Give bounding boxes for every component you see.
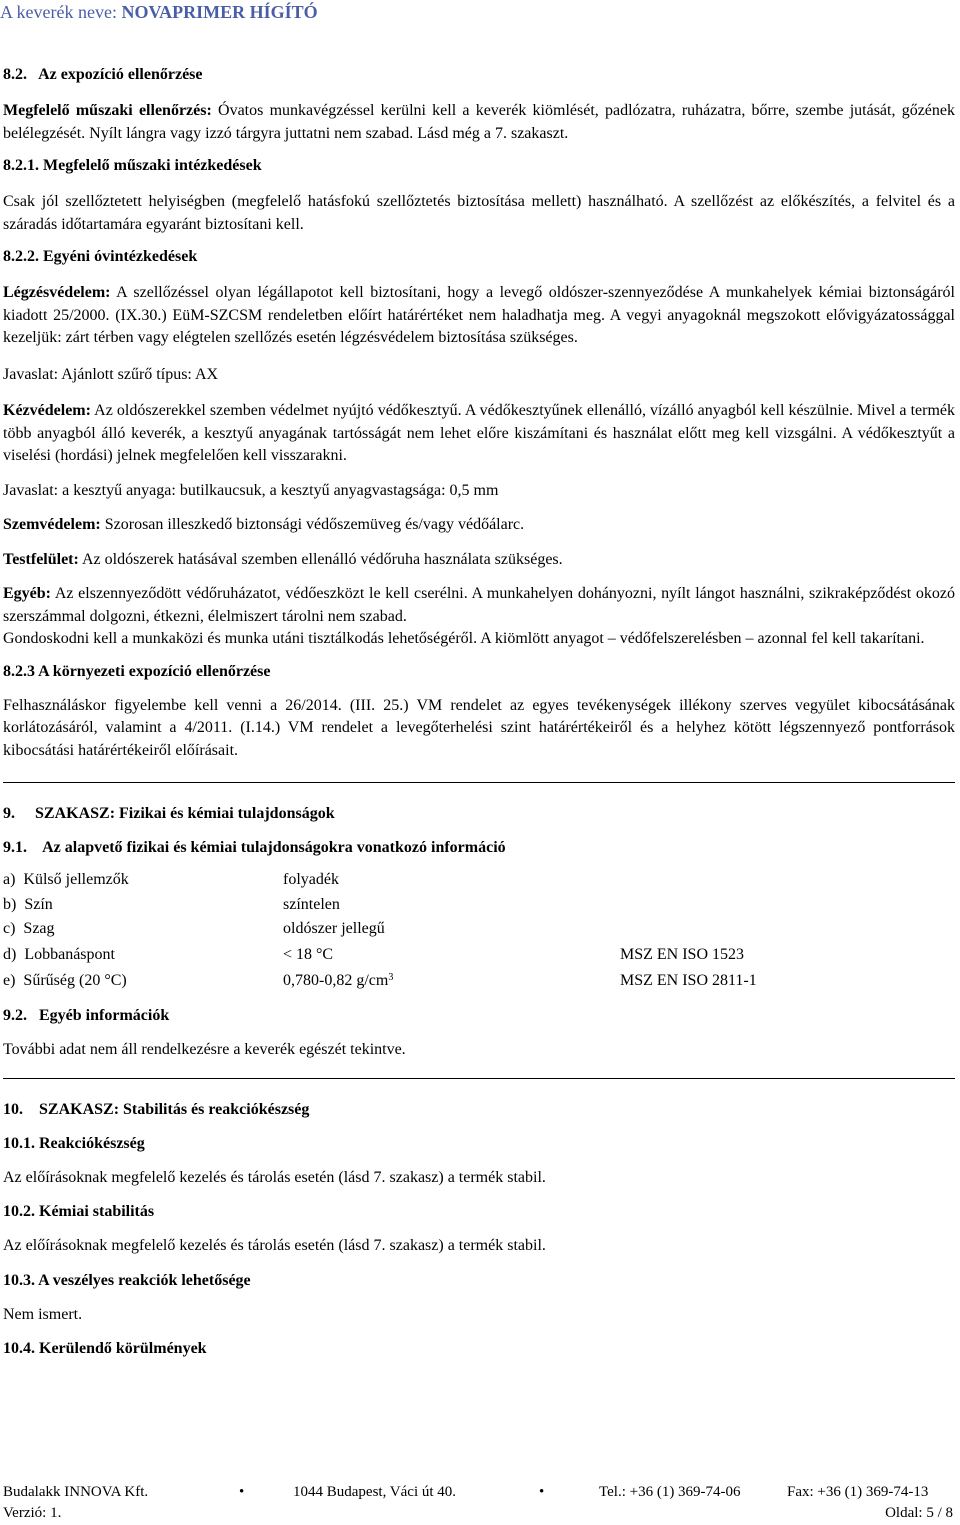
paragraph-text: Óvatos munkavégzéssel kerülni kell a keverék kiömlését, padlózatra, ruházatra, bőrre, szembe jutását, gőzének belélegzését. Nyílt lángra vagy izzó tárgyra juttatni nem szabad. Lásd még a 7. szakaszt.	[3, 102, 956, 142]
label-bold: Szemvédelem:	[3, 516, 101, 533]
other-protection-paragraph-2: Gondoskodni kell a munkaközi és munka utáni tisztálkodás lehetőségéről. A kiömlött anyagot – védőfelszerelésben – azonnal fel kell takarítani.	[3, 630, 925, 647]
paragraph-text: Az oldószerekkel szemben védelmet nyújtó védőkesztyű. A védőkesztyűnek ellenálló, vízálló anyagból kell készülnie. Mivel a termék több anyagból álló keverék, a kesztyű anyagának tartósságát nem lehet előre kiszámítani és használat előtt meg kell vizsgálni. A védőkesztyűt a viselési (hordási) jelnek megfelelően kell visszarakni.	[3, 402, 955, 464]
footer-fax: Fax: +36 (1) 369-74-13	[787, 1484, 929, 1500]
product-name: NOVAPRIMER HÍGÍTÓ	[121, 2, 318, 22]
section-8-2-1-text: Csak jól szellőztetett helyiségben (megfelelő hatásfokú szellőztetés biztosítása mellett) használható. A szellőzést az előkészítés, a felvitel és a száradás időtartamára egyaránt biztosítani kell.	[3, 193, 955, 233]
footer-tel: Tel.: +36 (1) 369-74-06	[599, 1484, 741, 1500]
property-method: MSZ EN ISO 2811-1	[620, 972, 757, 989]
property-key: d) Lobbanáspont	[3, 946, 115, 963]
section-10-3-text: Nem ismert.	[3, 1305, 83, 1323]
property-key: e) Sűrűség (20 °C)	[3, 972, 127, 989]
section-9-title: 9. SZAKASZ: Fizikai és kémiai tulajdonságok	[3, 805, 335, 822]
property-value: folyadék	[283, 871, 339, 888]
section-10-2-text: Az előírásoknak megfelelő kezelés és tárolás esetén (lásd 7. szakasz) a termék stabil.	[3, 1237, 546, 1254]
section-10-title: 10. SZAKASZ: Stabilitás és reakciókészség	[3, 1100, 310, 1118]
section-8-2-1-title: 8.2.1. Megfelelő műszaki intézkedések	[3, 157, 262, 174]
section-10-2-title: 10.2. Kémiai stabilitás	[3, 1203, 155, 1220]
section-8-2-2-title: 8.2.2. Egyéni óvintézkedések	[3, 248, 198, 265]
label-bold: Megfelelő műszaki ellenőrzés:	[3, 102, 212, 119]
property-value: színtelen	[283, 896, 340, 913]
property-value: < 18 °C	[283, 946, 334, 963]
property-method: MSZ EN ISO 1523	[620, 946, 745, 963]
footer-company: Budalakk INNOVA Kft.	[3, 1484, 149, 1500]
body-protection-paragraph	[3, 549, 955, 572]
label-bold: Testfelület:	[3, 550, 79, 568]
filter-recommendation: Javaslat: Ajánlott szűrő típus: AX	[3, 365, 219, 383]
hand-protection-paragraph	[3, 400, 955, 468]
footer-bullet: •	[539, 1484, 545, 1500]
section-10-1-title: 10.1. Reakciókészség	[3, 1134, 145, 1152]
paragraph-text: A szellőzéssel olyan légállapotot kell biztosítani, hogy a levegő oldószer-szennyeződése A munkahelyek kémiai biztonságáról kiadott 25/2000. (IX.30.) EüM-SZCSM rendeletben előírt határértéket nem haladhatja meg. A vegyi anyagoknál megszokott elővigyázatossággal kezeljük: zárt térben vagy elégtelen szellőzés esetén légzésvédelem biztosítása szükséges.	[3, 284, 955, 346]
section-10-4-title: 10.4. Kerülendő körülmények	[3, 1340, 207, 1357]
respiratory-protection-paragraph	[3, 282, 955, 350]
property-row	[3, 944, 953, 966]
property-row	[3, 970, 953, 992]
paragraph-text: Az elszennyeződött védőruházatot, védőeszközt le kell cserélni. A munkahelyen dohányozni, nyílt lángot használni, szikraképződést okozó szerszámmal dolgozni, étkezni, élelmiszert tárolni nem szabad.	[3, 585, 955, 625]
engineering-control-paragraph	[3, 100, 955, 145]
other-protection-paragraph	[3, 583, 955, 628]
paragraph-text: Szorosan illeszkedő biztonsági védőszemüveg és/vagy védőálarc.	[100, 516, 525, 533]
label-bold: Kézvédelem:	[3, 402, 91, 419]
property-row	[3, 869, 953, 891]
section-10-3-title: 10.3. A veszélyes reakciók lehetősége	[3, 1271, 251, 1289]
label-bold: Légzésvédelem:	[3, 284, 111, 301]
section-9-2-title: 9.2. Egyéb információk	[3, 1007, 170, 1024]
page-content	[3, 64, 955, 1360]
properties-table	[3, 869, 955, 997]
eye-protection-paragraph	[3, 514, 955, 537]
property-row	[3, 894, 953, 916]
property-key: b) Szín	[3, 896, 53, 913]
superscript: 3	[388, 972, 394, 983]
section-8-2-title: 8.2. Az expozíció ellenőrzése	[3, 66, 203, 83]
property-value	[283, 970, 393, 992]
section-10-1-text: Az előírásoknak megfelelő kezelés és tárolás esetén (lásd 7. szakasz) a termék stabil.	[3, 1168, 546, 1186]
document-footer	[3, 1482, 953, 1524]
footer-version: Verzió: 1.	[3, 1505, 62, 1521]
section-8-2-3-title: 8.2.3 A környezeti expozíció ellenőrzése	[3, 662, 271, 680]
label-bold: Egyéb:	[3, 585, 51, 602]
section-9-1-title: 9.1. Az alapvető fizikai és kémiai tulajdonságokra vonatkozó információ	[3, 839, 506, 856]
density-value: 0,780-0,82 g/cm	[283, 972, 389, 989]
footer-address: 1044 Budapest, Váci út 40.	[293, 1484, 457, 1500]
document-header	[0, 2, 318, 23]
property-row	[3, 918, 953, 940]
glove-recommendation: Javaslat: a kesztyű anyaga: butilkaucsuk, a kesztyű anyagvastagsága: 0,5 mm	[3, 481, 499, 499]
section-9-2-text: További adat nem áll rendelkezésre a keverék egészét tekintve.	[3, 1041, 406, 1058]
property-key: a) Külső jellemzők	[3, 871, 129, 888]
header-prefix: A keverék neve:	[0, 2, 122, 22]
property-value: oldószer jellegű	[283, 920, 385, 937]
footer-bullet: •	[239, 1484, 245, 1500]
paragraph-text: Az oldószerek hatásával szemben ellenálló védőruha használata szükséges.	[78, 550, 563, 568]
property-key: c) Szag	[3, 920, 55, 937]
section-8-2-3-text: Felhasználáskor figyelembe kell venni a 26/2014. (III. 25.) VM rendelet az egyes tevékenységek illékony szerves vegyület kibocsátásának korlátozásáról, valamint a 4/2011. (I.14.) VM rendelet a levegőterhelési szint határértékeiről és a helyhez kötött légszennyező pontforrások kibocsátási határértékeiről előírásait.	[3, 696, 955, 759]
footer-page-number: Oldal: 5 / 8	[885, 1505, 953, 1521]
